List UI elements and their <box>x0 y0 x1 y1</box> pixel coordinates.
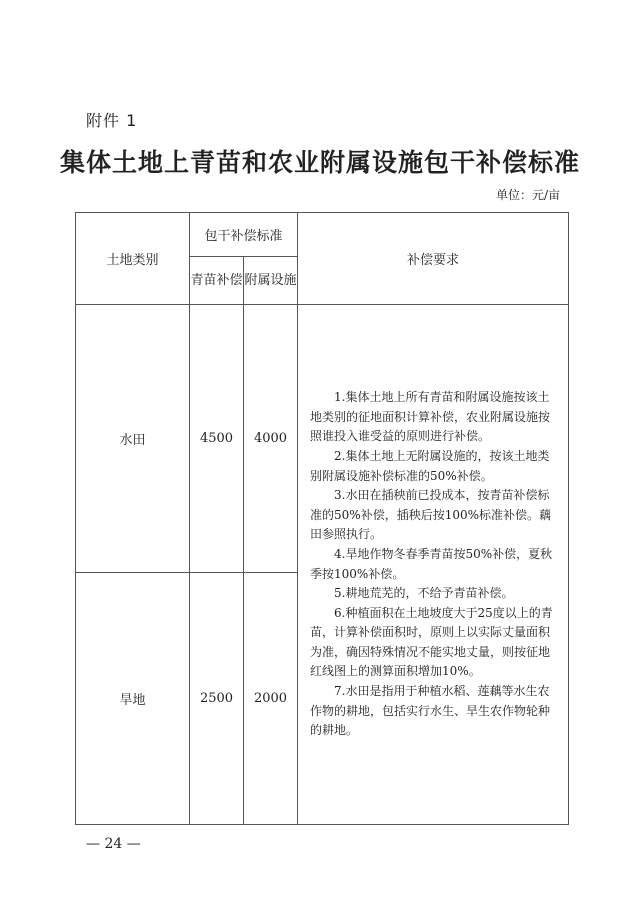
requirements-cell <box>298 305 569 825</box>
unit-label: 单位：元/亩 <box>495 188 560 202</box>
attachment-label: 附件 1 <box>86 111 138 130</box>
table-row <box>76 305 569 573</box>
requirement-item: 5.耕地荒芜的，不给予青苗补偿。 <box>334 586 514 601</box>
header-crop-compensation: 青苗补偿 <box>190 257 244 305</box>
page-number: — 24 — <box>86 836 141 852</box>
header-land-type: 土地类别 <box>76 213 190 305</box>
requirement-item: 4.旱地作物冬春季青苗按50%补偿，夏秋季按100%补偿。 <box>310 546 553 581</box>
compensation-table <box>75 212 569 825</box>
row-crop-compensation: 2500 <box>190 573 244 825</box>
requirement-item: 6.种植面积在土地坡度大于25度以上的青苗，计算补偿面积时，原则上以实际丈量面积为准，确因特殊情况不能实地丈量，则按征地红线图上的测算面积增加10%。 <box>310 605 553 679</box>
header-facility: 附属设施 <box>244 257 298 305</box>
row-land-type: 水田 <box>76 305 190 573</box>
row-facility: 4000 <box>244 305 298 573</box>
document-title: 集体土地上青苗和农业附属设施包干补偿标准 <box>59 148 580 177</box>
row-facility: 2000 <box>244 573 298 825</box>
requirement-item: 7.水田是指用于种植水稻、莲藕等水生农作物的耕地，包括实行水生、旱生农作物轮种的耕地。 <box>310 684 551 738</box>
requirement-item: 2.集体土地上无附属设施的，按该土地类别附属设施补偿标准的50%补偿。 <box>310 448 550 483</box>
row-land-type: 旱地 <box>76 573 190 825</box>
header-standard: 包干补偿标准 <box>190 213 298 257</box>
requirement-item: 1.集体土地上所有青苗和附属设施按该土地类别的征地面积计算补偿，农业附属设施按照谁投入谁受益的原则进行补偿。 <box>310 390 551 444</box>
header-requirement: 补偿要求 <box>298 213 569 305</box>
row-crop-compensation: 4500 <box>190 305 244 573</box>
requirement-item: 3.水田在插秧前已投成本，按青苗补偿标准的50%补偿，插秧后按100%标准补偿。藕田参照执行。 <box>310 488 551 542</box>
